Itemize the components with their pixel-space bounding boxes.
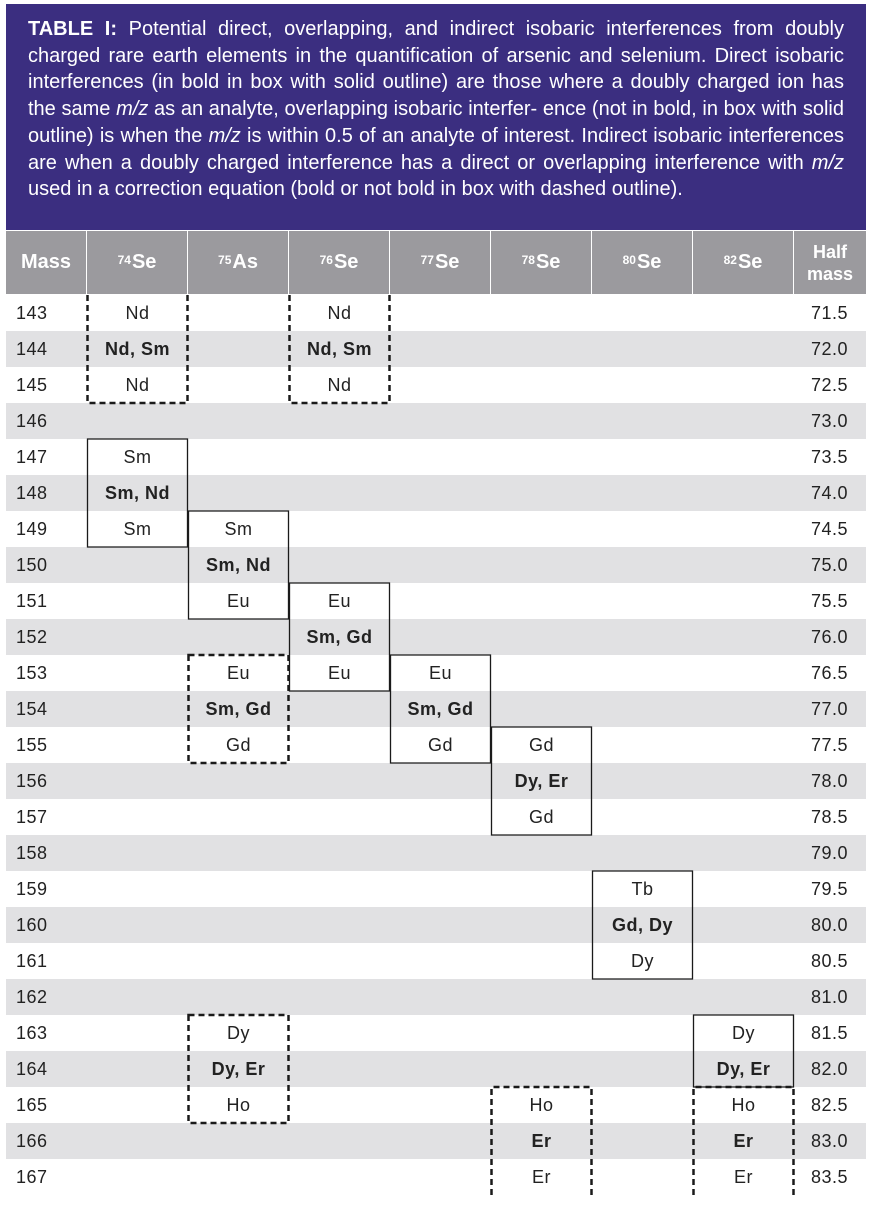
table-row: [6, 835, 866, 871]
interference-cell: Nd: [125, 374, 150, 395]
mass-cell: 147: [16, 446, 48, 467]
mass-cell: 160: [16, 914, 48, 935]
interference-cell: Gd: [427, 734, 453, 755]
half-mass-cell: 77.5: [810, 734, 848, 755]
caption-italic: m/z: [116, 98, 149, 121]
table-caption: [6, 4, 866, 230]
caption-label: TABLE I:: [28, 18, 117, 40]
half-mass-cell: 76.0: [810, 626, 848, 647]
half-mass-cell: 78.5: [810, 806, 848, 827]
mass-cell: 145: [16, 374, 48, 395]
interference-cell: Ho: [529, 1094, 554, 1115]
column-header: $^{78}$ Se: [491, 231, 592, 294]
table-row: [6, 691, 866, 727]
interference-cell: Eu: [428, 662, 453, 683]
half-mass-cell: 80.5: [810, 950, 848, 971]
interference-cell: Dy: [631, 950, 654, 971]
table-row: [6, 907, 866, 943]
interference-cell: Sm: [224, 518, 253, 539]
caption-text: Potential direct, overlapping, and indirect isobaric interferences from doubly charged rare earth elements in the quantification of arsenic and selenium. Direct isobaric interferences (in bold in box with solid outline) are those where a doubly charged ion has the same: [28, 18, 844, 121]
half-mass-cell: 83.5: [810, 1166, 848, 1187]
interference-cell: Sm, Nd: [104, 482, 170, 503]
mass-cell: 153: [16, 662, 48, 683]
half-mass-cell: 72.5: [810, 374, 848, 395]
mass-cell: 163: [16, 1022, 48, 1043]
mass-cell: 158: [16, 842, 48, 863]
caption-text: used in a correction equation (bold or not bold in box with dashed outline).: [28, 178, 683, 201]
table-row: [6, 763, 866, 799]
mass-cell: 144: [16, 338, 48, 359]
half-mass-cell: 73.0: [810, 410, 848, 431]
column-header-label: Half mass: [806, 241, 854, 284]
table-row: [6, 655, 866, 691]
mass-cell: 165: [16, 1094, 48, 1115]
mass-cell: 146: [16, 410, 48, 431]
mass-cell: 167: [16, 1166, 48, 1187]
caption-text: is within 0.5 of an analyte of interest. Indirect isobaric interferences are when a doubly charged interference has a direct or overlapping interference with: [28, 124, 844, 174]
interference-cell: Dy, Er: [211, 1058, 266, 1079]
interference-cell: Ho: [731, 1094, 756, 1115]
mass-cell: 166: [16, 1130, 48, 1151]
half-mass-cell: 74.0: [810, 482, 848, 503]
table-row: [6, 1051, 866, 1087]
mass-cell: 150: [16, 554, 48, 575]
mass-cell: 155: [16, 734, 48, 755]
table-row: [6, 583, 866, 619]
interference-cell: Eu: [327, 662, 352, 683]
half-mass-cell: 80.0: [810, 914, 848, 935]
interference-cell: Eu: [226, 590, 251, 611]
column-header: $^{82}$ Se: [693, 231, 794, 294]
table-row: [6, 475, 866, 511]
mass-cell: 152: [16, 626, 48, 647]
interference-cell: Nd: [125, 302, 150, 323]
half-mass-cell: 73.5: [810, 446, 848, 467]
mass-cell: 151: [16, 590, 48, 611]
column-header-label: Se: [737, 251, 763, 273]
table-row: [6, 547, 866, 583]
half-mass-cell: 82.0: [810, 1058, 848, 1079]
mass-cell: 157: [16, 806, 48, 827]
interference-cell: Er: [734, 1166, 753, 1187]
caption-italic: m/z: [811, 151, 844, 174]
table-row: [6, 331, 866, 367]
mass-cell: 159: [16, 878, 48, 899]
table-row: [6, 1015, 866, 1051]
interference-cell: Sm: [123, 446, 152, 467]
interference-cell: Nd, Sm: [104, 338, 170, 359]
table-row: [6, 1087, 866, 1123]
column-header: $^{76}$ Se: [289, 231, 390, 294]
caption-text: as an analyte, overlapping isobaric interfer- ence (not in bold, in box with solid outline) is when the: [28, 98, 844, 147]
table-row: [6, 367, 866, 403]
half-mass-cell: 82.5: [810, 1094, 848, 1115]
column-header-label: Se: [636, 251, 662, 273]
half-mass-cell: 72.0: [810, 338, 848, 359]
table-row: [6, 1123, 866, 1159]
half-mass-cell: 75.5: [810, 590, 848, 611]
mass-cell: 154: [16, 698, 48, 719]
half-mass-cell: 79.0: [810, 842, 848, 863]
interference-cell: Tb: [631, 878, 654, 899]
interference-cell: Sm, Gd: [306, 626, 373, 647]
interference-cell: Nd: [327, 374, 352, 395]
interference-cell: Er: [532, 1166, 551, 1187]
table-row: [6, 403, 866, 439]
mass-cell: 149: [16, 518, 48, 539]
mass-cell: 148: [16, 482, 48, 503]
table-row: [6, 871, 866, 907]
mass-cell: 156: [16, 770, 48, 791]
half-mass-cell: 75.0: [810, 554, 848, 575]
half-mass-cell: 83.0: [810, 1130, 848, 1151]
half-mass-cell: 81.5: [810, 1022, 848, 1043]
half-mass-cell: 74.5: [810, 518, 848, 539]
column-header: $^{77}$ Se: [390, 231, 491, 294]
half-mass-cell: 76.5: [810, 662, 848, 683]
half-mass-cell: 77.0: [810, 698, 848, 719]
table-row: [6, 799, 866, 835]
interference-cell: Er: [531, 1130, 552, 1151]
column-header-label: As: [232, 251, 258, 273]
interference-cell: Dy: [732, 1022, 755, 1043]
interference-cell: Gd: [528, 806, 554, 827]
table-row: [6, 619, 866, 655]
table-row: [6, 943, 866, 979]
interference-cell: Gd, Dy: [611, 914, 673, 935]
interference-cell: Er: [733, 1130, 754, 1151]
interference-cell: Sm: [123, 518, 152, 539]
interference-cell: Nd, Sm: [306, 338, 372, 359]
table-row: [6, 439, 866, 475]
interference-cell: Sm, Nd: [205, 554, 271, 575]
mass-cell: 162: [16, 986, 48, 1007]
column-header: $^{74}$ Se: [87, 231, 188, 294]
interference-cell: Eu: [226, 662, 251, 683]
column-header-label: Mass: [20, 251, 72, 273]
mass-cell: 164: [16, 1058, 48, 1079]
interference-cell: Sm, Gd: [205, 698, 272, 719]
half-mass-cell: 78.0: [810, 770, 848, 791]
column-header: $^{80}$ Se: [592, 231, 693, 294]
interference-cell: Nd: [327, 302, 352, 323]
mass-cell: 143: [16, 302, 48, 323]
column-header: $^{75}$ As: [188, 231, 289, 294]
interference-cell: Sm, Gd: [407, 698, 474, 719]
half-mass-cell: 79.5: [810, 878, 848, 899]
column-header-label: Se: [131, 251, 157, 273]
mass-cell: 161: [16, 950, 48, 971]
column-header: [6, 231, 87, 294]
half-mass-cell: 71.5: [810, 302, 848, 323]
table-row: [6, 979, 866, 1015]
interference-cell: Dy: [227, 1022, 250, 1043]
column-header-label: Se: [535, 251, 561, 273]
table-row: [6, 295, 866, 331]
column-header-label: Se: [434, 251, 460, 273]
table-row: [6, 511, 866, 547]
caption-italic: m/z: [208, 124, 241, 147]
table-header: [6, 231, 866, 294]
interference-cell: Gd: [528, 734, 554, 755]
table-row: [6, 1159, 866, 1195]
interference-cell: Ho: [226, 1094, 251, 1115]
column-header-label: Se: [333, 251, 359, 273]
interference-cell: Gd: [225, 734, 251, 755]
interference-cell: Dy, Er: [514, 770, 569, 791]
table-row: [6, 727, 866, 763]
half-mass-cell: 81.0: [810, 986, 848, 1007]
interference-cell: Eu: [327, 590, 352, 611]
interference-cell: Dy, Er: [716, 1058, 771, 1079]
column-header: [794, 231, 866, 294]
